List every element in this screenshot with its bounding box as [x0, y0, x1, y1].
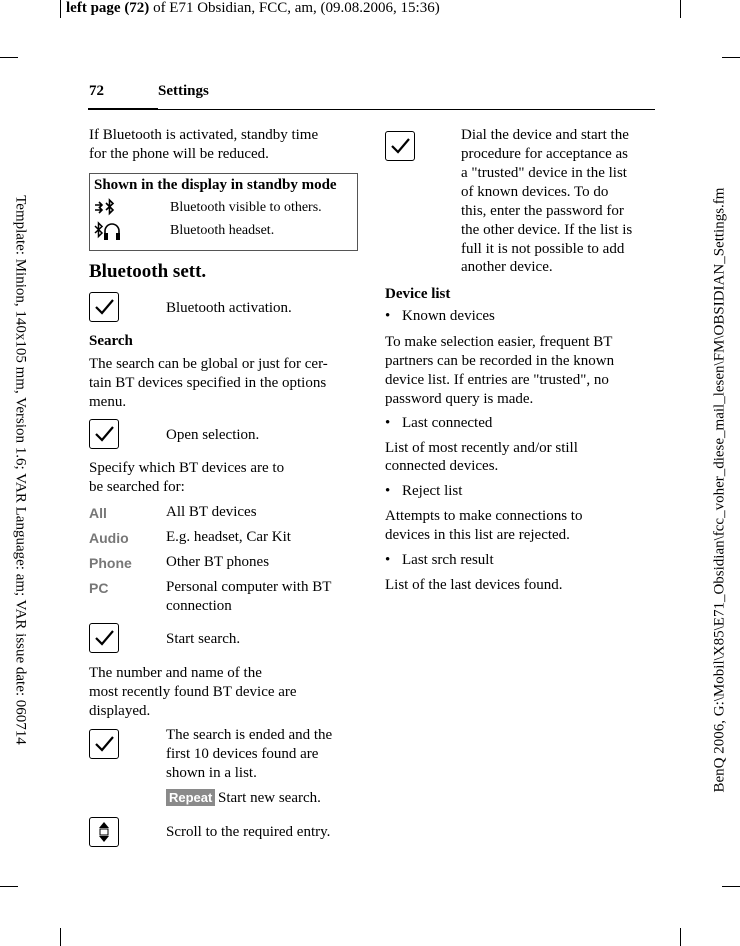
- option-key: PC: [89, 580, 109, 596]
- top-header-rest: of E71 Obsidian, FCC, am, (09.08.2006, 15:36): [149, 0, 440, 16]
- open-selection-text: Open selection.: [166, 427, 260, 443]
- ended-line-2: first 10 devices found are: [166, 746, 319, 762]
- option-key: Audio: [89, 530, 129, 546]
- select-key-icon: [89, 729, 119, 759]
- dial-line-5: this, enter the password for: [461, 203, 624, 219]
- option-desc: All BT devices: [166, 504, 257, 520]
- ended-line-3: shown in a list.: [166, 765, 257, 781]
- known-line-4: password query is made.: [385, 391, 534, 407]
- dial-line-2: procedure for acceptance as: [461, 146, 628, 162]
- top-header-bold: left page (72): [66, 0, 150, 16]
- number-line-1: The number and name of the: [89, 665, 262, 681]
- number-line-2: most recently found BT device are: [89, 684, 297, 700]
- crop-mark: [722, 886, 740, 887]
- last-srch-line-1: List of the last devices found.: [385, 577, 563, 593]
- search-line-1: The search can be global or just for cer-: [89, 356, 328, 372]
- bluetooth-visible-icon: [94, 198, 118, 223]
- search-line-3: menu.: [89, 394, 127, 410]
- option-desc-2: connection: [166, 598, 232, 614]
- repeat-text: Start new search.: [218, 790, 321, 806]
- intro-line-1: If Bluetooth is activated, standby time: [89, 127, 319, 143]
- crop-mark: [60, 0, 61, 18]
- right-margin-text: BenQ 2006, G:\Mobil\X85\E71_Obsidian\fcc_voher_diese_mail_lesen\FM\OBSIDIAN_Settings.fm: [711, 187, 728, 793]
- select-key-icon: [89, 292, 119, 322]
- device-list-heading: Device list: [385, 286, 451, 302]
- header-rule: [158, 109, 655, 110]
- crop-mark: [680, 0, 681, 18]
- start-search-text: Start search.: [166, 631, 241, 647]
- reject-line-1: Attempts to make connections to: [385, 508, 583, 524]
- number-line-3: displayed.: [89, 703, 151, 719]
- last-line-2: connected devices.: [385, 458, 499, 474]
- select-key-icon: [89, 623, 119, 653]
- last-line-1: List of most recently and/or still: [385, 440, 578, 456]
- crop-mark: [680, 928, 681, 946]
- known-line-3: device list. If entries are "trusted", no: [385, 372, 609, 388]
- ended-line-1: The search is ended and the: [166, 727, 333, 743]
- option-desc: E.g. headset, Car Kit: [166, 529, 291, 545]
- option-desc: Other BT phones: [166, 554, 270, 570]
- option-desc: Personal computer with BT: [166, 579, 332, 595]
- select-key-icon: [89, 419, 119, 449]
- left-margin-text: Template: Minion, 140x105 mm, Version 1.6; VAR Language: am; VAR issue date: 060714: [12, 195, 29, 745]
- crop-mark: [60, 928, 61, 946]
- page-title: Settings: [158, 83, 209, 99]
- bullet-known-devices: • Known devices: [402, 307, 495, 326]
- dial-line-1: Dial the device and start the: [461, 127, 629, 143]
- activation-text: Bluetooth activation.: [166, 300, 292, 316]
- box-title: Shown in the display in standby mode: [94, 177, 337, 193]
- dial-line-4: of known devices. To do: [461, 184, 609, 200]
- box-row1-text: Bluetooth visible to others.: [170, 200, 322, 215]
- bullet-reject-list: • Reject list: [402, 482, 462, 501]
- known-line-2: partners can be recorded in the known: [385, 353, 615, 369]
- crop-mark: [0, 57, 18, 58]
- dial-line-3: a "trusted" device in the list: [461, 165, 627, 181]
- navigation-key-icon: [89, 817, 119, 847]
- header-rule-thick: [88, 108, 158, 110]
- section-title: Bluetooth sett.: [89, 261, 207, 282]
- select-key-icon: [385, 131, 415, 161]
- specify-line-2: be searched for:: [89, 479, 185, 495]
- option-key: Phone: [89, 555, 132, 571]
- bullet-last-connected: • Last connected: [402, 414, 492, 433]
- option-key: All: [89, 505, 107, 521]
- search-line-2: tain BT devices specified in the options: [89, 375, 327, 391]
- known-line-1: To make selection easier, frequent BT: [385, 334, 613, 350]
- crop-mark: [722, 57, 740, 58]
- dial-line-6: the other device. If the list is: [461, 222, 633, 238]
- page-number: 72: [89, 83, 104, 99]
- repeat-softkey: Repeat: [166, 789, 215, 806]
- dial-line-7: full it is not possible to add: [461, 241, 625, 257]
- specify-line-1: Specify which BT devices are to: [89, 460, 285, 476]
- dial-line-8: another device.: [461, 259, 553, 275]
- bullet-last-srch-result: • Last srch result: [402, 551, 494, 570]
- scroll-text: Scroll to the required entry.: [166, 824, 331, 840]
- bluetooth-headset-icon: [94, 221, 120, 248]
- reject-line-2: devices in this list are rejected.: [385, 527, 570, 543]
- search-heading: Search: [89, 333, 133, 349]
- crop-mark: [0, 886, 18, 887]
- top-header: [66, 0, 440, 17]
- intro-line-2: for the phone will be reduced.: [89, 146, 269, 162]
- box-row2-text: Bluetooth headset.: [170, 223, 275, 238]
